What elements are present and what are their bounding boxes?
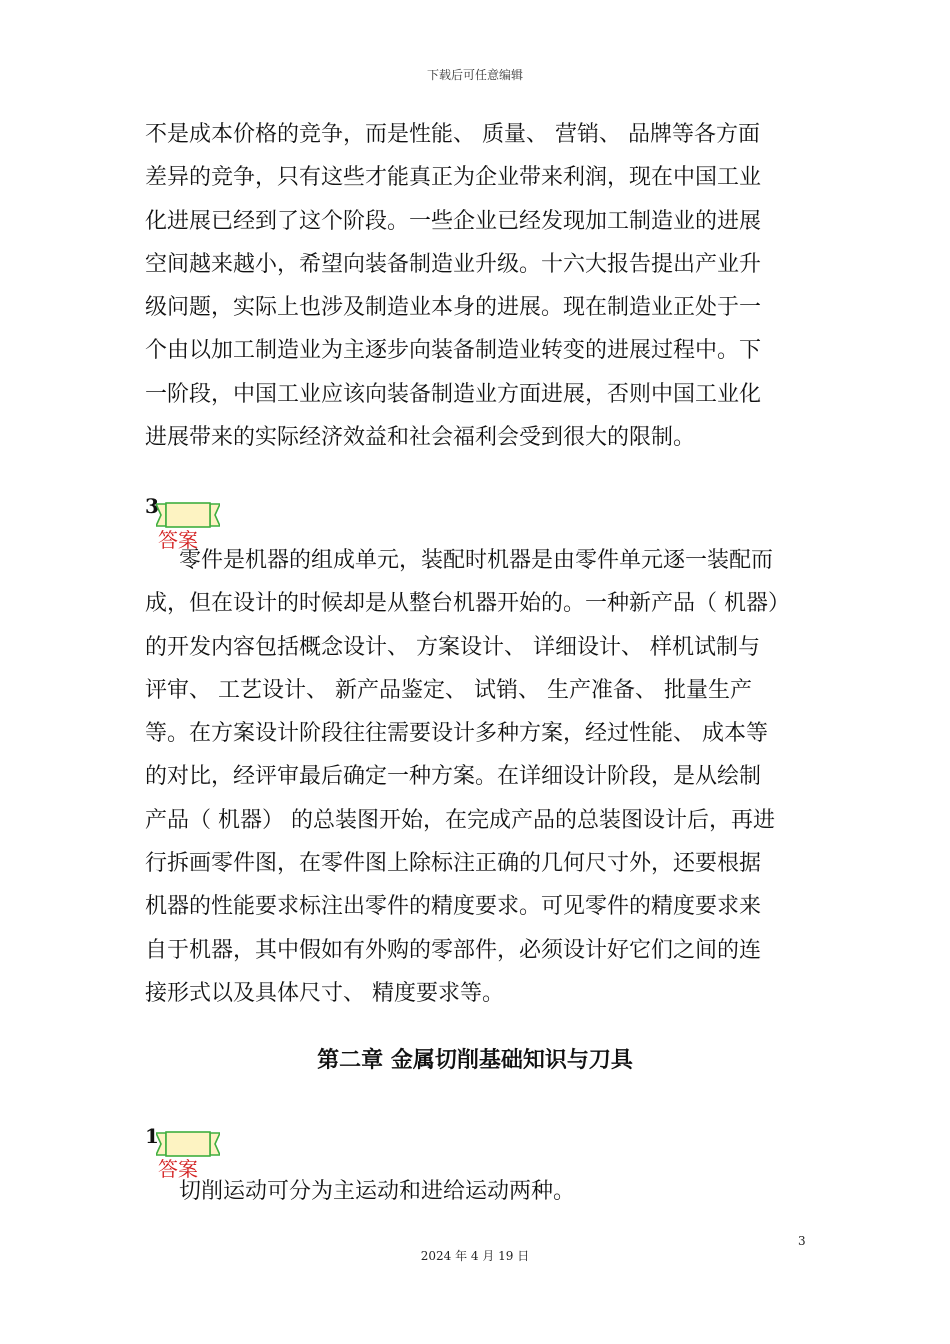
text-line: 差异的竞争，只有这些才能真正为企业带来利润，现在中国工业 bbox=[145, 165, 762, 191]
text-line: 等。在方案设计阶段往往需要设计多种方案，经过性能、 成本等 bbox=[145, 721, 768, 747]
text-line: 成，但在设计的时候却是从整台机器开始的。一种新产品（ 机器） bbox=[145, 591, 790, 617]
text-line: 的开发内容包括概念设计、 方案设计、 详细设计、 样机试制与 bbox=[145, 634, 760, 660]
text-line: 一阶段，中国工业应该向装备制造业方面进展，否则中国工业化 bbox=[145, 381, 762, 407]
text-line: 零件是机器的组成单元，装配时机器是由零件单元逐一装配而 bbox=[179, 548, 774, 573]
page-header: 下载后可任意编辑 bbox=[426, 68, 523, 82]
text-line: 评审、 工艺设计、 新产品鉴定、 试销、 生产准备、 批量生产 bbox=[145, 677, 752, 703]
text-line: 的对比，经评审最后确定一种方案。在详细设计阶段，是从绘制 bbox=[145, 764, 762, 790]
text-line: 产品（ 机器） 的总装图开始，在完成产品的总装图设计后，再进 bbox=[145, 807, 775, 833]
text-line: 切削运动可分为主运动和进给运动两种。 bbox=[179, 1179, 576, 1204]
paragraph-answer-3 bbox=[145, 539, 810, 1015]
page-number: 3 bbox=[798, 1234, 806, 1248]
answer-tag bbox=[156, 1131, 220, 1181]
footer-date: 2024 年 4 月 19 日 bbox=[420, 1249, 530, 1263]
paragraph-answer-1 bbox=[145, 1170, 810, 1213]
paragraph-intro bbox=[145, 113, 810, 459]
text-line: 机器的性能要求标注出零件的精度要求。可见零件的精度要求来 bbox=[145, 894, 762, 920]
text-line: 空间越来越小，希望向装备制造业升级。十六大报告提出产业升 bbox=[145, 251, 762, 277]
text-line: 进展带来的实际经济效益和社会福利会受到很大的限制。 bbox=[145, 425, 696, 451]
text-line: 行拆画零件图，在零件图上除标注正确的几何尺寸外，还要根据 bbox=[145, 851, 762, 877]
text-line: 个由以加工制造业为主逐步向装备制造业转变的进展过程中。下 bbox=[145, 338, 762, 364]
answer-label: 答案 bbox=[158, 1157, 198, 1181]
text-line: 化进展已经到了这个阶段。一些企业已经发现加工制造业的进展 bbox=[145, 208, 762, 234]
text-line: 级问题，实际上也涉及制造业本身的进展。现在制造业正处于一 bbox=[145, 295, 762, 321]
text-line: 自于机器，其中假如有外购的零部件，必须设计好它们之间的连 bbox=[145, 937, 762, 963]
question-number: 1 bbox=[145, 1124, 159, 1148]
text-line: 不是成本价格的竞争，而是性能、 质量、 营销、 品牌等各方面 bbox=[145, 122, 760, 147]
question-number: 3 bbox=[145, 494, 159, 518]
chapter-heading: 第二章 金属切削基础知识与刀具 bbox=[317, 1048, 633, 1073]
text-line: 接形式以及具体尺寸、 精度要求等。 bbox=[145, 980, 504, 1006]
answer-label: 答案 bbox=[158, 528, 198, 552]
